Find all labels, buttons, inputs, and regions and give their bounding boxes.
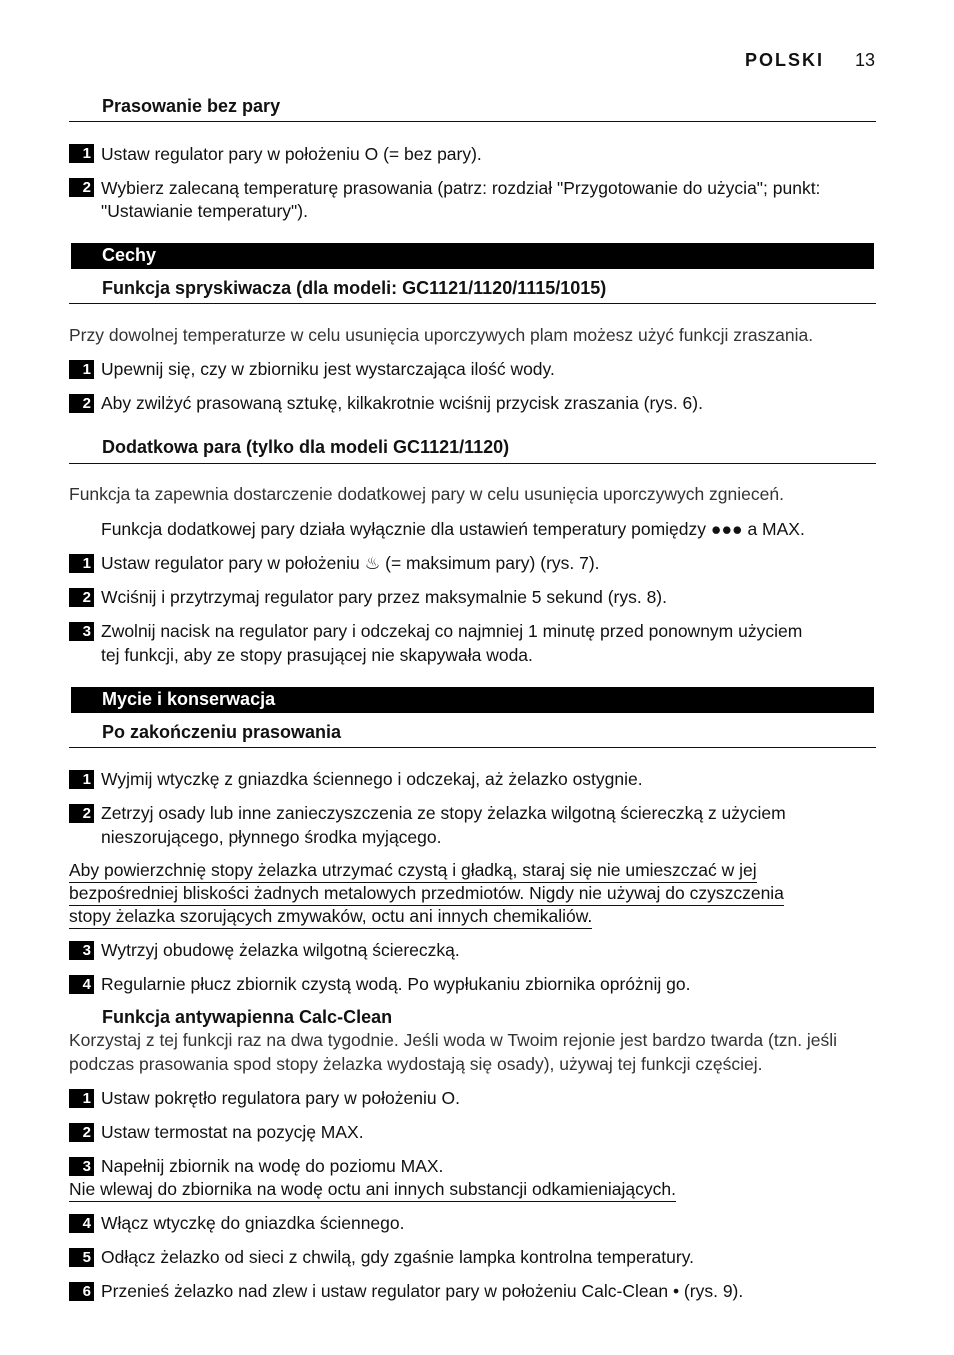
step-number: 4 bbox=[69, 1214, 94, 1233]
step-number: 1 bbox=[69, 770, 94, 789]
step-text: Aby zwilżyć prasowaną sztukę, kilkakrotnie wciśnij przycisk zraszania (rys. 6). bbox=[101, 393, 703, 413]
step-text: tej funkcji, aby ze stopy prasującej nie skapywała woda. bbox=[101, 645, 533, 665]
divider bbox=[69, 747, 876, 748]
step-text: Zetrzyj osady lub inne zanieczyszczenia ze stopy żelazka wilgotną ściereczką z użyciem bbox=[101, 803, 786, 823]
intro-text: Korzystaj z tej funkcji raz na dwa tygodnie. Jeśli woda w Twoim rejonie jest bardzo twarda (tzn. jeśli bbox=[69, 1030, 838, 1050]
note-text: Funkcja dodatkowej pary działa wyłącznie dla ustawień temperatury pomiędzy ●●● a MAX. bbox=[101, 519, 805, 539]
step-text: Upewnij się, czy w zbiorniku jest wystarczająca ilość wody. bbox=[101, 359, 555, 379]
step-text: Wyjmij wtyczkę z gniazdka ściennego i odczekaj, aż żelazko ostygnie. bbox=[101, 769, 643, 789]
step-number: 1 bbox=[69, 554, 94, 573]
language-label: POLSKI bbox=[745, 50, 825, 70]
step-number: 4 bbox=[69, 975, 94, 994]
intro-text: Przy dowolnej temperaturze w celu usunięcia uporczywych plam możesz użyć funkcji zraszania. bbox=[69, 325, 814, 345]
step-number: 2 bbox=[69, 804, 94, 823]
step-text: Napełnij zbiornik na wodę do poziomu MAX. bbox=[101, 1156, 444, 1176]
divider bbox=[69, 121, 876, 122]
step-text: Wybierz zalecaną temperaturę prasowania (patrz: rozdział "Przygotowanie do użycia"; punkt: bbox=[101, 178, 821, 198]
intro-text: podczas prasowania spod stopy żelazka wydostają się osady), używaj tej funkcji częściej. bbox=[69, 1054, 763, 1074]
section-heading-spray: Funkcja spryskiwacza (dla modeli: GC1121/1120/1115/1015) bbox=[102, 278, 607, 298]
step-text: Włącz wtyczkę do gniazdka ściennego. bbox=[101, 1213, 405, 1233]
step-text: "Ustawianie temperatury"). bbox=[101, 201, 308, 221]
step-text: Ustaw regulator pary w położeniu ♨ (= maksimum pary) (rys. 7). bbox=[101, 553, 600, 573]
step-number: 6 bbox=[69, 1282, 94, 1301]
step-number: 2 bbox=[69, 394, 94, 413]
section-heading-calc-clean: Funkcja antywapienna Calc-Clean bbox=[102, 1007, 393, 1027]
step-number: 2 bbox=[69, 1123, 94, 1142]
step-text: Przenieś żelazko nad zlew i ustaw regulator pary w położeniu Calc-Clean • (rys. 9). bbox=[101, 1281, 744, 1301]
step-text: Ustaw regulator pary w położeniu O (= bez pary). bbox=[101, 144, 482, 164]
step-number: 1 bbox=[69, 360, 94, 379]
step-text: Ustaw termostat na pozycję MAX. bbox=[101, 1122, 364, 1142]
warning-text: bezpośredniej bliskości żadnych metalowych przedmiotów. Nigdy nie używaj do czyszczenia bbox=[69, 881, 784, 906]
step-number: 3 bbox=[69, 941, 94, 960]
step-text: Wytrzyj obudowę żelazka wilgotną ściereczką. bbox=[101, 940, 460, 960]
step-text: Odłącz żelazko od sieci z chwilą, gdy zgaśnie lampka kontrolna temperatury. bbox=[101, 1247, 695, 1267]
divider bbox=[69, 463, 876, 464]
warning-text: stopy żelazka szorujących zmywaków, octu ani innych chemikaliów. bbox=[69, 904, 592, 929]
step-number: 2 bbox=[69, 178, 94, 197]
step-number: 3 bbox=[69, 622, 94, 641]
section-bar-cleaning bbox=[71, 687, 874, 713]
step-text: nieszorującego, płynnego środka myjącego. bbox=[101, 827, 442, 847]
step-number: 1 bbox=[69, 144, 94, 163]
section-bar-title: Cechy bbox=[102, 245, 157, 265]
step-text: Regularnie płucz zbiornik czystą wodą. Po wypłukaniu zbiornika opróżnij go. bbox=[101, 974, 691, 994]
section-bar-features bbox=[71, 243, 874, 269]
warning-text: Aby powierzchnię stopy żelazka utrzymać czystą i gładką, staraj się nie umieszczać w jej bbox=[69, 858, 757, 883]
section-bar-title: Mycie i konserwacja bbox=[102, 689, 276, 709]
step-number: 1 bbox=[69, 1089, 94, 1108]
page-number: 13 bbox=[855, 50, 876, 70]
divider bbox=[69, 303, 876, 304]
section-heading-extra-steam: Dodatkowa para (tylko dla modeli GC1121/1120) bbox=[102, 437, 510, 457]
section-heading-no-steam: Prasowanie bez pary bbox=[102, 96, 281, 116]
intro-text: Funkcja ta zapewnia dostarczenie dodatkowej pary w celu usunięcia uporczywych zgnieceń. bbox=[69, 484, 784, 504]
step-number: 2 bbox=[69, 588, 94, 607]
step-text: Wciśnij i przytrzymaj regulator pary przez maksymalnie 5 sekund (rys. 8). bbox=[101, 587, 667, 607]
section-heading-after-ironing: Po zakończeniu prasowania bbox=[102, 722, 342, 742]
step-text: Ustaw pokrętło regulatora pary w położeniu O. bbox=[101, 1088, 460, 1108]
warning-text: Nie wlewaj do zbiornika na wodę octu ani innych substancji odkamieniających. bbox=[69, 1177, 676, 1202]
step-number: 3 bbox=[69, 1157, 94, 1176]
step-number: 5 bbox=[69, 1248, 94, 1267]
step-text: Zwolnij nacisk na regulator pary i odczekaj co najmniej 1 minutę przed ponownym użyciem bbox=[101, 621, 803, 641]
